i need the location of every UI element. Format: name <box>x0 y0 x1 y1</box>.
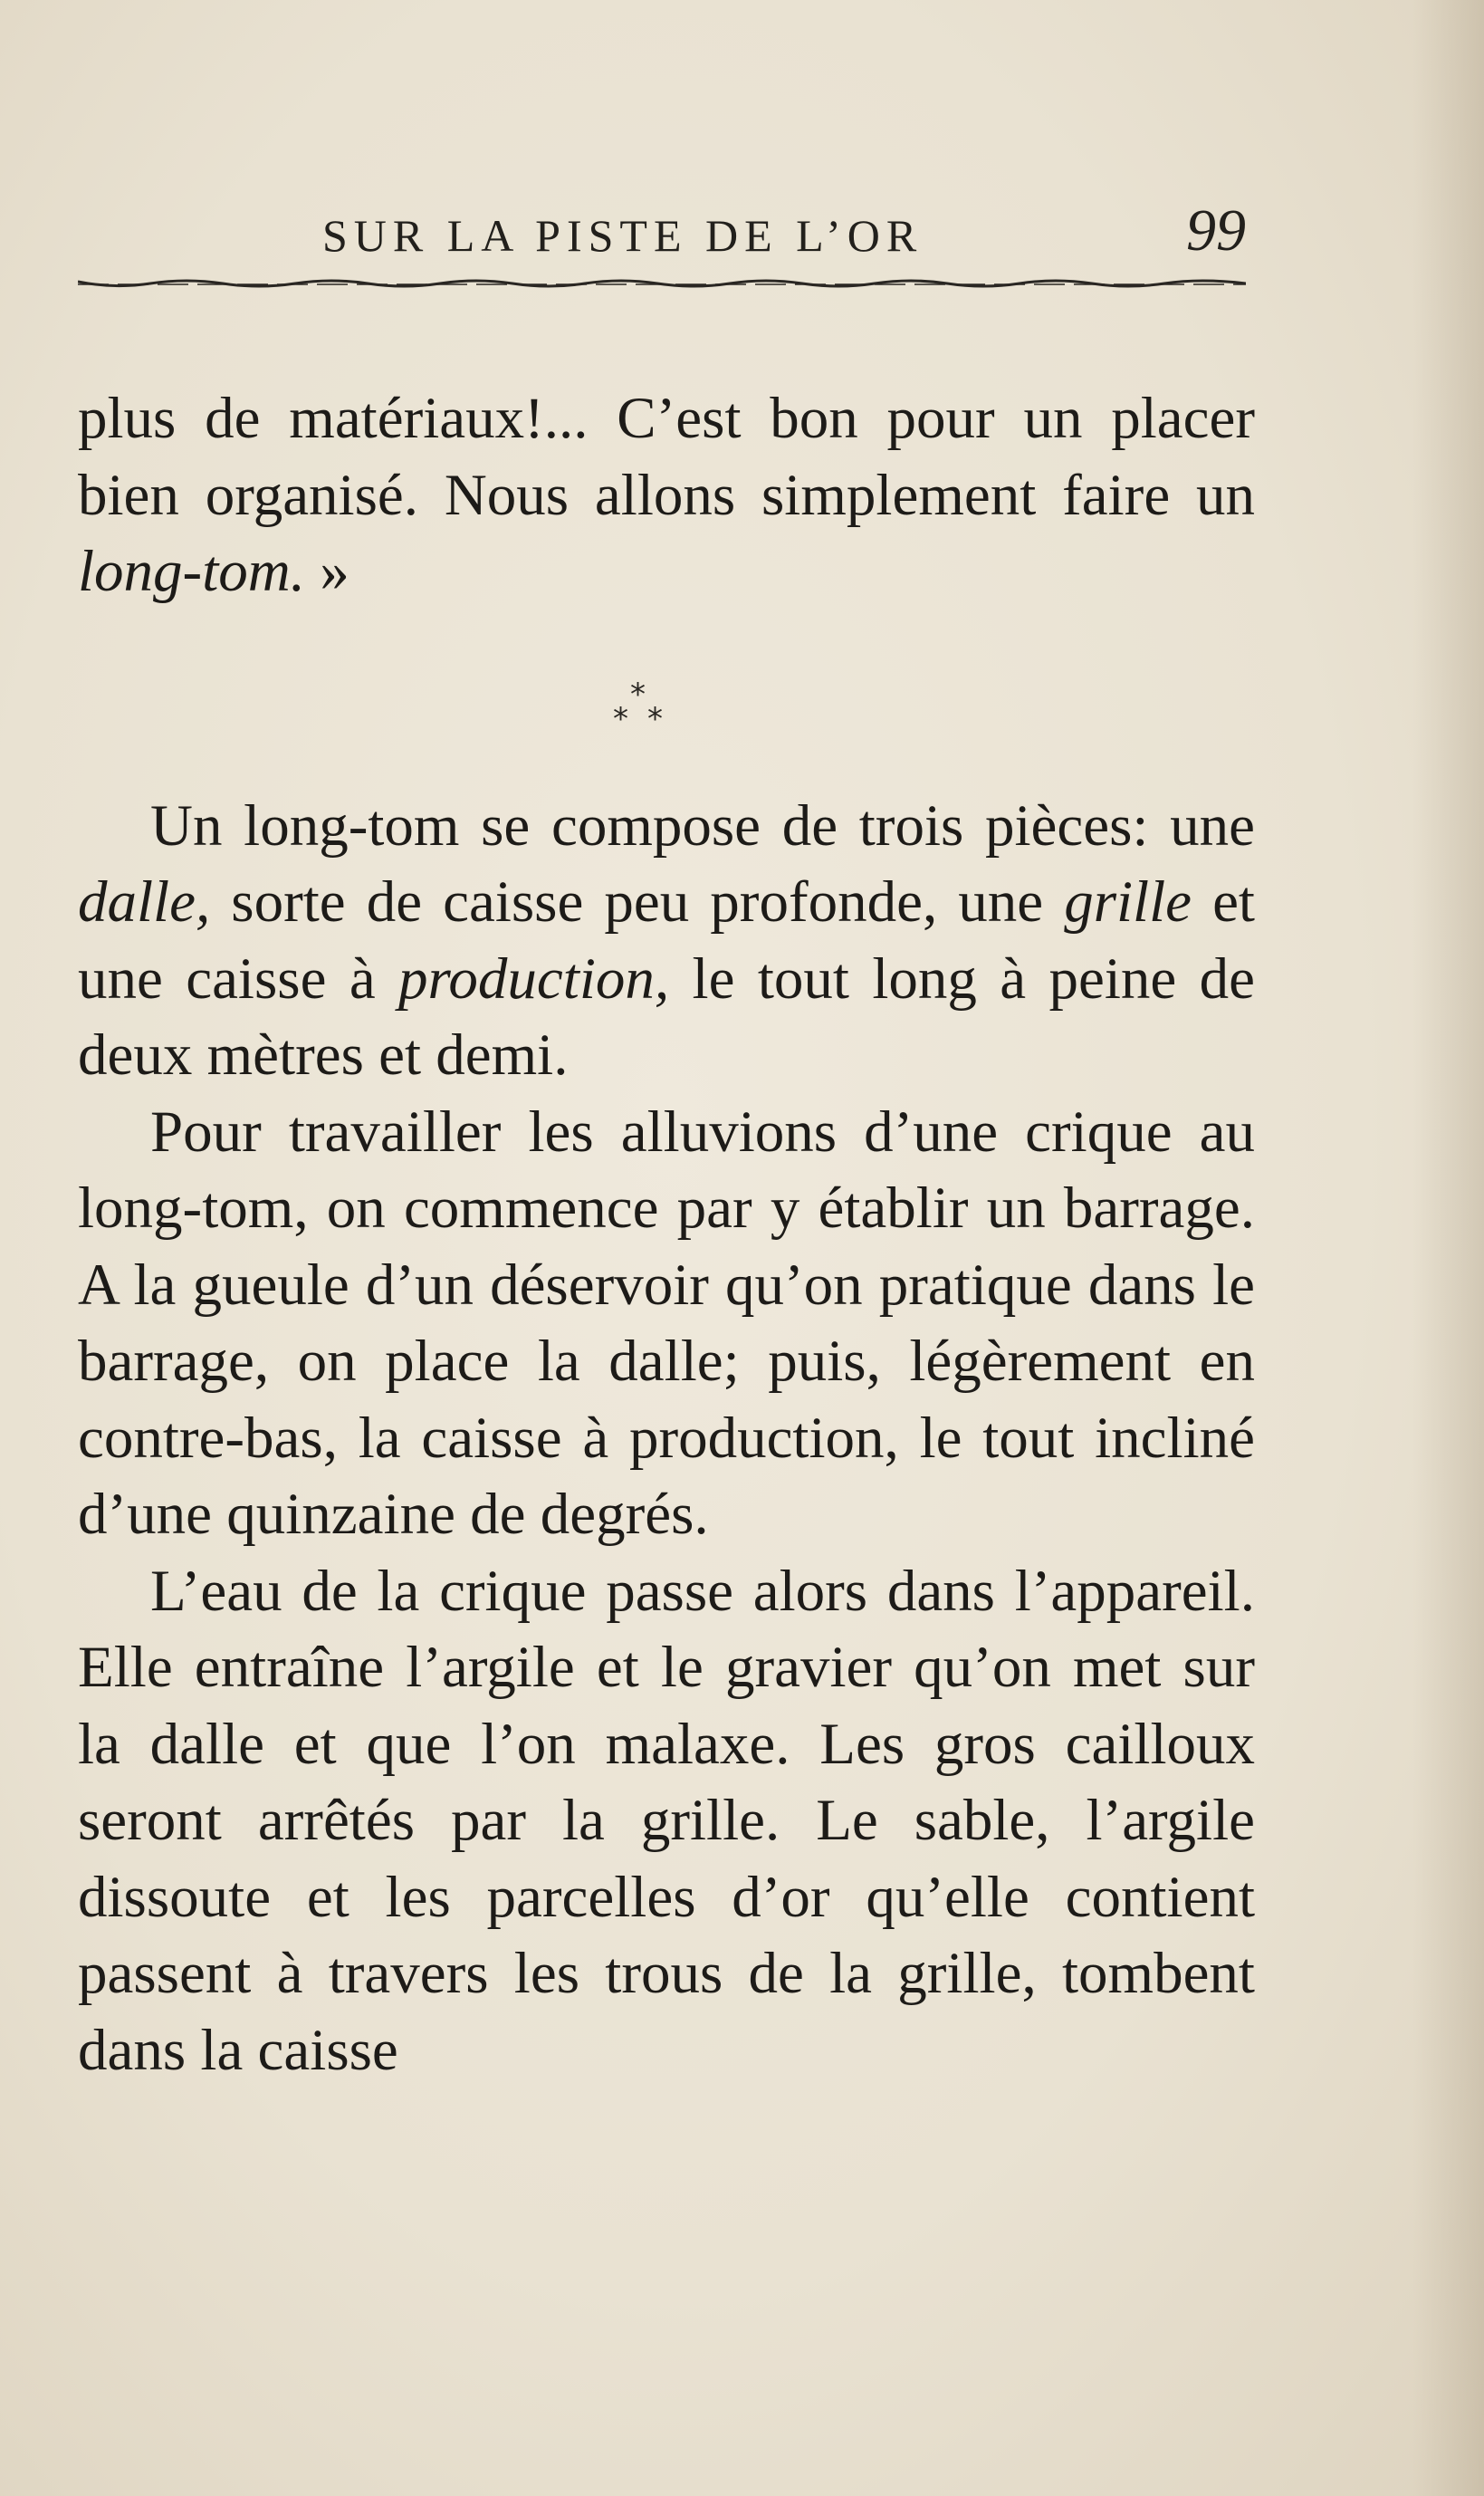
paragraph-2-italic-grille: grille <box>1064 869 1192 935</box>
header-rule <box>78 277 1246 290</box>
page-number: 99 <box>1186 197 1246 264</box>
page-edge-shadow <box>1412 0 1484 2496</box>
paragraph-2-text-b: sorte de caisse peu profonde, une <box>210 869 1065 935</box>
asterism-divider <box>78 616 1255 788</box>
paragraph-2-italic-dalle: dalle, <box>78 869 211 935</box>
paragraph-1-text: plus de matériaux!... C’est bon pour un placer bien organisé. Nous allons simplement faire un <box>78 386 1255 528</box>
body-text <box>78 380 1255 2088</box>
paragraph-1 <box>78 380 1255 610</box>
asterism-star-top: * <box>630 676 646 713</box>
asterism-star-left: * <box>613 700 628 737</box>
paragraph-3: Pour travailler les alluvions d’une crique au long-tom, on commence par y établir un barrage. A la gueule d’un déservoir qu’on pratique dans le barrage, on place la dalle; puis, légèrement en contre-bas, la caisse à production, le tout incliné d’une quinzaine de degrés. <box>78 1099 1255 1547</box>
asterism-star-right: * <box>647 700 663 737</box>
paragraph-2 <box>78 788 1255 1094</box>
paragraph-2-italic-production: production, <box>398 946 670 1012</box>
paragraph-2-text-c: et une caisse à <box>78 869 1255 1012</box>
paragraph-1-italic: long-tom. <box>78 539 305 604</box>
paragraph-1-close-quote: » <box>304 539 349 604</box>
paragraph-2-text-a: Un long-tom se compose de trois pièces: une <box>150 792 1255 859</box>
running-title: SUR LA PISTE DE L’OR <box>322 210 924 261</box>
section-2 <box>78 788 1255 2089</box>
paragraph-4: L’eau de la crique passe alors dans l’appareil. Elle entraîne l’argile et le gravier qu’on met sur la dalle et que l’on malaxe. Les gros cailloux seront arrêtés par la grille. Le sable, l’argile dissoute et les parcelles d’or qu’elle contient passent à travers les trous de la grille, tombent dans la caisse <box>78 1558 1255 2083</box>
running-head <box>78 195 1246 267</box>
paragraph-2-text-d: le tout long à peine de deux mètres et demi. <box>78 946 1255 1088</box>
